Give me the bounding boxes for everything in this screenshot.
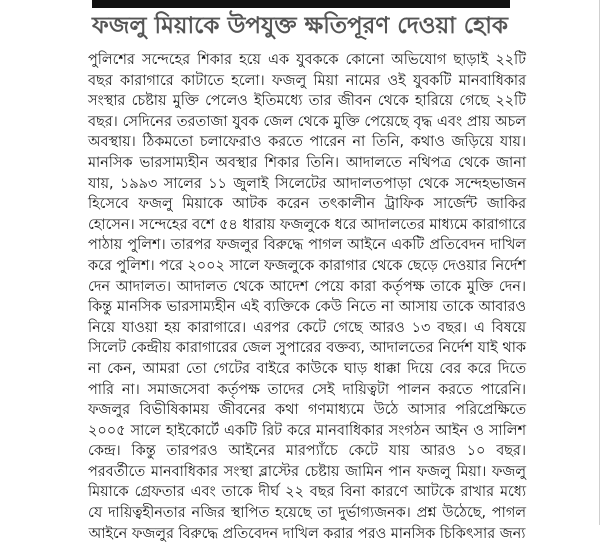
headline-bar (92, 0, 510, 8)
article-body (88, 50, 526, 544)
article-paragraph: পুলিশের সন্দেহের শিকার হয়ে এক যুবককে কোনো অভিযোগ ছাড়াই ২২টি বছর কারাগারে কাটাতে হলো। ফজলু মিয়া নামের ওই যুবকটি মানবাধিকার সংস্থার চেষ্টায় মুক্তি পেলেও ইতিমধ্যে তার জীবন থেকে হারিয়ে গেছে ২২টি বছর। সেদিনের তরতাজা যুবক জেল থেকে মুক্তি পেয়েছে বৃদ্ধ এবং প্রায় অচল অবস্থায়। ঠিকমতো চলাফেরাও করতে পারেন না তিনি, কথাও জড়িয়ে যায়। মানসিক ভারসাম্যহীন অবস্থার শিকার তিনি। আদালতে নথিপত্র থেকে জানা যায়, ১৯৯৩ সালের ১১ জুলাই সিলেটের আদালতপাড়া থেকে সন্দেহভাজন হিসেবে ফজলু মিয়াকে আটক করেন তৎকালীন ট্রাফিক সার্জেন্ট জাকির হোসেন। সন্দেহের বশে ৫৪ ধারায় ফজলুকে ধরে আদালতের মাধ্যমে কারাগারে পাঠায় পুলিশ। তারপর ফজলুর বিরুদ্ধে পাগল আইনে একটি প্রতিবেদন দাখিল করে পুলিশ। পরে ২০০২ সালে ফজলুকে কারাগার থেকে ছেড়ে দেওয়ার নির্দেশ দেন আদালত। আদালত থেকে আদেশ পেয়ে কারা কর্তৃপক্ষ তাকে মুক্তি দেন। কিন্তু মানসিক ভারসাম্যহীন এই ব্যক্তিকে কেউ নিতে না আসায় তাকে আবারও নিয়ে যাওয়া হয় কারাগারে। এরপর কেটে গেছে আরও ১৩ বছর। এ বিষয়ে সিলেট কেন্দ্রীয় কারাগারের জেল সুপারের বক্তব্য, আদালতের নির্দেশ যাই থাক না কেন, আমরা তো গেটের বাইরে কাউকে ঘাড় ধাক্কা দিয়ে বের করে দিতে পারি না। সমাজসেবা কর্তৃপক্ষ তাদের সেই দায়িত্বটা পালন করতে পারেনি। ফজলুর বিভীষিকাময় জীবনের কথা গণমাধ্যমে উঠে আসার পরিপ্রেক্ষিতে ২০০৫ সালে হাইকোর্টে একটি রিট করে মানবাধিকার সংগঠন আইন ও সালিশ কেন্দ্র। কিন্তু তারপরও আইনের মারপ্যাঁচে কেটে যায় আরও ১০ বছর। পরবর্তীতে মানবাধিকার সংস্থা ব্লাস্টের চেষ্টায় জামিন পান ফজলু মিয়া। ফজলু মিয়াকে গ্রেফতার এবং তাকে দীর্ঘ ২২ বছর বিনা কারণে আটকে রাখার মধ্যে যে দায়িত্বহীনতার নজির স্থাপিত হয়েছে তা দুর্ভাগ্যজনক। প্রশ্ন উঠেছে, পাগল আইনে ফজলুর বিরুদ্ধে প্রতিবেদন দাখিল করার পরও মানসিক চিকিৎসার জন্য (88, 52, 526, 542)
subheadline: ফজলু মিয়াকে উপযুক্ত ক্ষতিপূরণ দেওয়া হোক (92, 13, 508, 39)
